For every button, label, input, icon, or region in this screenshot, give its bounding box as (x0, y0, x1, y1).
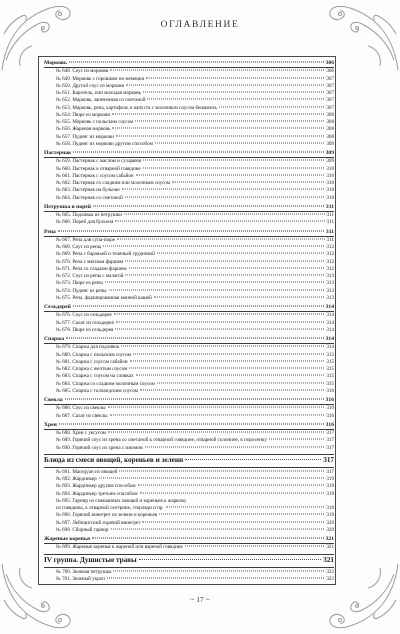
toc-entry-title: № 699. Жареные коренья к жареной или вареной говядине (56, 544, 183, 551)
toc-entry-page: 306 (326, 68, 334, 75)
toc-entry (44, 344, 334, 351)
dot-leader (73, 305, 324, 307)
toc-entry-page: 313 (326, 273, 334, 279)
toc-entry (44, 266, 334, 273)
toc-section (44, 229, 334, 303)
dot-leader (122, 188, 325, 190)
toc-entry (44, 126, 334, 133)
toc-entry-title: № 677. Салат из сельдерея (56, 319, 114, 326)
toc-entry-page: 319 (326, 483, 334, 490)
toc-section (44, 60, 334, 148)
toc-entry-title: № 666. Порей для бульона (56, 219, 114, 226)
toc-entry (44, 491, 334, 498)
dot-leader (125, 195, 325, 197)
toc-entry (44, 576, 334, 583)
dot-leader (157, 381, 325, 383)
toc-entry-page: 314 (326, 319, 334, 326)
toc-entry (44, 273, 334, 280)
toc-entry-title: № 673. Пюре из репы (56, 280, 103, 287)
toc-entry (44, 520, 334, 527)
section-heading (44, 229, 334, 237)
toc-section (44, 422, 334, 452)
toc-entry-title: № 670. Репа с мясным фаршем (56, 258, 124, 265)
toc-entry-title: № 688. Хрен с уксусом (56, 430, 106, 436)
section-heading-page: 314 (325, 304, 334, 310)
dot-leader (140, 491, 325, 493)
toc-entry-page: 320 (326, 526, 334, 533)
dot-leader (69, 61, 324, 63)
toc-entry (44, 327, 334, 334)
section-heading-page: 309 (325, 150, 334, 156)
dot-leader (143, 159, 324, 161)
section-heading-title: Петрушка и порей (44, 203, 91, 210)
toc-entry-page: 312 (326, 258, 334, 265)
dot-leader (65, 398, 324, 400)
toc-entry-page: 307 (326, 75, 334, 82)
toc-entry-title: № 678. Пюре из сельдерея (56, 326, 114, 333)
dot-leader (133, 352, 324, 354)
toc-entry (44, 381, 334, 388)
toc-entry-title: № 672. Соус из репы с малагой (56, 273, 124, 279)
toc-entry (44, 90, 334, 97)
toc-entry-title: № 651. Каротель, или молодая морковь (56, 90, 142, 96)
toc-entry-page: 319 (326, 490, 334, 497)
toc-entry-page: 311 (326, 212, 334, 218)
toc-entry-title: № 669. Репа с бараньей и телячьей грудинкой (56, 251, 155, 258)
toc-entry-page: 307 (326, 90, 334, 96)
toc-entry (44, 498, 334, 505)
toc-entry-page: 317 (326, 444, 334, 451)
dot-leader (115, 220, 324, 222)
toc-entry-title: № 686. Соус из свеклы (56, 405, 106, 412)
toc-entry-title: № 684. Спаржа со сладким молочным соусом (56, 380, 155, 387)
toc-section (44, 204, 334, 227)
dot-leader (59, 422, 324, 424)
toc-entry-title: № 654. Пюре из моркови (56, 111, 111, 118)
toc-entry-title: № 676. Соус из сельдерея (56, 312, 112, 319)
section-heading (44, 536, 334, 544)
toc-section (44, 304, 334, 334)
chapter-heading-page: 321 (323, 556, 334, 565)
dot-leader (129, 367, 324, 369)
toc-entry (44, 405, 334, 412)
toc-entry-page: 310 (326, 180, 334, 186)
toc-entry (44, 212, 334, 219)
toc-entry (44, 112, 334, 119)
toc-entry-page: 317 (326, 430, 334, 436)
toc-section (44, 150, 334, 202)
page-number: ~ 17 ~ (190, 595, 210, 604)
dot-leader (93, 204, 324, 206)
section-heading-title: Репа (44, 228, 56, 235)
toc-entry-title: № 652. Морковь, запеченная со сметаной (56, 97, 146, 104)
toc-entry-page: 315 (326, 366, 334, 372)
dot-leader (112, 127, 324, 129)
toc-entry-title: № 661. Пастернак с соусом сабайон (56, 172, 134, 179)
section-heading-title: Пастернак (44, 150, 72, 156)
toc-entry-title: № 681. Спаржа с соусом сабайон (56, 358, 128, 365)
toc-entry-page: 308 (326, 111, 334, 118)
dot-leader (136, 173, 325, 175)
dot-leader (114, 313, 325, 315)
toc-entry-page: 316 (326, 387, 334, 394)
dot-leader (109, 288, 325, 290)
dot-leader (155, 141, 325, 143)
toc-entry-title: № 698. Сборный гарнир (56, 526, 109, 533)
toc-entry-title: № 692. Жардиньер (56, 476, 97, 483)
toc-entry (44, 445, 334, 452)
dot-leader (147, 98, 324, 100)
dot-leader (140, 388, 324, 390)
dot-leader (185, 545, 325, 547)
toc-entry (44, 469, 334, 476)
toc-entry-title: № 668. Соус из репы (56, 244, 102, 250)
toc-entry-page: 315 (326, 351, 334, 358)
section-heading (44, 204, 334, 212)
dot-leader (146, 76, 324, 78)
toc-entry-page: 315 (326, 358, 334, 365)
toc-entry (44, 76, 334, 83)
section-heading-page: 316 (325, 421, 334, 428)
section-heading-title: Морковь (44, 60, 67, 66)
dot-leader (66, 337, 324, 339)
toc-entry (44, 83, 334, 90)
toc-entry (44, 280, 334, 287)
dot-leader (108, 406, 325, 408)
dot-leader (166, 506, 325, 508)
toc-entry-page: 312 (326, 251, 334, 258)
toc-entry-title: № 685. Спаржа с голландским соусом (56, 387, 138, 394)
dot-leader (124, 213, 325, 215)
toc-entry (44, 388, 334, 395)
toc-entry (44, 180, 334, 187)
toc-entry (44, 476, 334, 483)
toc-section (44, 554, 334, 584)
toc-entry (44, 237, 334, 244)
dot-leader (269, 438, 324, 440)
toc-entry-page: 317 (326, 437, 334, 444)
toc-entry-title: № 648. Соус из моркови (56, 68, 109, 75)
toc-entry-title: № 658. Пудинг из моркови другим способом (56, 140, 153, 147)
toc-entry-title: № 674. Пудинг из репы (56, 287, 107, 294)
toc-entry (44, 187, 334, 194)
toc-entry-page: 317 (326, 468, 334, 475)
dot-leader (107, 577, 324, 579)
toc-entry (44, 352, 334, 359)
dot-leader (159, 513, 324, 515)
toc-entry-page: 313 (326, 294, 334, 301)
toc-entry (44, 366, 334, 373)
toc-entry-page: 308 (326, 119, 334, 125)
section-divider (44, 567, 334, 568)
toc-entry (44, 288, 334, 295)
toc-entry-page: 315 (326, 380, 334, 387)
section-heading (44, 336, 334, 344)
toc-entry-page: 310 (326, 194, 334, 201)
dot-leader (110, 413, 325, 415)
toc-entry (44, 97, 334, 104)
toc-entry-page: 314 (326, 312, 334, 319)
section-heading-title: Жареные коренья (44, 536, 91, 543)
table-of-contents (44, 58, 334, 583)
toc-entry-title: № 683. Спаржа с соусом на сливках (56, 373, 134, 380)
dot-leader (73, 151, 323, 153)
chapter-heading-title: Блюда из смеси овощей, кореньев и зелени (44, 456, 184, 465)
toc-entry-title: № 657. Пудинг из моркови (56, 133, 114, 140)
toc-entry (44, 195, 334, 202)
toc-entry-title: № 675. Репа, фаршированная манной кашей (56, 294, 152, 301)
dot-leader (111, 527, 325, 529)
section-divider (44, 467, 334, 468)
toc-entry (44, 295, 334, 302)
toc-entry-title: № 650. Другой соус из моркови (56, 82, 125, 89)
toc-entry-title: № 694. Жардиньер третьим способом (56, 490, 138, 497)
dot-leader (121, 345, 324, 347)
dot-leader (113, 569, 324, 571)
dot-leader (154, 295, 325, 297)
toc-entry-title: № 649. Морковь с горошком по-немецки (56, 75, 145, 82)
toc-entry-title: № 665. Подливка из петрушки (56, 212, 123, 218)
section-heading (44, 60, 334, 68)
dot-leader (125, 274, 324, 276)
toc-entry-page: 308 (326, 126, 334, 133)
toc-entry (44, 141, 334, 148)
toc-entry-title: № 655. Морковь с польским соусом (56, 119, 134, 125)
toc-entry (44, 413, 334, 420)
toc-entry (44, 430, 334, 437)
dot-leader (138, 484, 325, 486)
toc-entry (44, 312, 334, 319)
toc-entry-title: № 700. Зеленая петрушка (56, 568, 112, 575)
toc-entry (44, 105, 334, 112)
toc-entry-page: 309 (326, 140, 334, 147)
section-divider (44, 454, 334, 455)
toc-entry-title: № 663. Пастернак на бульоне (56, 187, 120, 194)
section-heading-page: 306 (325, 60, 334, 66)
toc-entry-title: № 680. Спаржа с польским соусом (56, 351, 131, 358)
toc-section (44, 536, 334, 552)
dot-leader (142, 520, 324, 522)
toc-entry-page: 316 (326, 412, 334, 419)
dot-leader (185, 458, 321, 460)
toc-entry (44, 512, 334, 519)
toc-entry-page: 320 (326, 519, 334, 526)
section-heading-page: 311 (325, 228, 334, 235)
dot-leader (172, 181, 324, 183)
toc-entry-page: 319 (326, 512, 334, 519)
dot-leader (103, 245, 324, 247)
toc-entry-page: 312 (326, 265, 334, 272)
dot-leader (136, 374, 325, 376)
dot-leader (115, 327, 324, 329)
toc-entry (44, 166, 334, 173)
section-heading-title: Сельдерей (44, 304, 71, 310)
section-heading-page: 321 (325, 536, 334, 543)
dot-leader (157, 252, 324, 254)
toc-entry-title: № 656. Жареная морковь (56, 126, 111, 133)
toc-entry (44, 527, 334, 534)
toc-entry-page: 312 (326, 244, 334, 250)
toc-entry-page: 311 (326, 219, 334, 226)
toc-entry-page: 310 (326, 187, 334, 194)
toc-entry-title: № 653. Морковь, репа, картофель и капуста с молочным соусом бешамель (56, 104, 217, 111)
corner-ornament-icon (328, 0, 400, 72)
toc-entry (44, 569, 334, 576)
section-heading-title: Свекла (44, 397, 63, 403)
toc-entry-page: 307 (326, 97, 334, 104)
section-heading-page: 311 (325, 203, 334, 210)
toc-entry-title: № 659. Пастернак с маслом и сухарями (56, 158, 142, 165)
toc-entry-title: № 695. Гарнир из смешанных овощей и кореньев к жаркому (56, 497, 187, 504)
toc-entry-page: 319 (326, 476, 334, 483)
toc-entry (44, 219, 334, 226)
toc-entry-title: № 697. Лейпцигский горячий винегрет (56, 519, 141, 526)
toc-entry-page: 315 (326, 373, 334, 380)
dot-leader (126, 83, 324, 85)
toc-entry (44, 119, 334, 126)
section-divider (44, 554, 334, 555)
toc-entry (44, 359, 334, 366)
dot-leader (117, 237, 324, 239)
toc-entry-title: № 696. Горячий винегрет из зелени и кореньев (56, 512, 158, 519)
dot-leader (130, 359, 325, 361)
toc-entry-page: 313 (326, 287, 334, 294)
dot-leader (125, 259, 324, 261)
toc-entry-title: № 693. Жардиньер другим способом (56, 483, 136, 490)
dot-leader (108, 431, 324, 433)
toc-entry-title: № 701. Зеленый укроп (56, 576, 105, 583)
toc-section (44, 454, 334, 534)
toc-entry-page: 310 (326, 172, 334, 179)
toc-section (44, 397, 334, 420)
toc-entry-title: № 664. Пастернак со сметаной (56, 194, 123, 201)
toc-entry-title: № 691. Маседуан из овощей (56, 468, 118, 475)
toc-entry-title: № 667. Репа для супа-пюре (56, 236, 116, 243)
dot-leader (105, 281, 325, 283)
dot-leader (135, 120, 324, 122)
toc-entry-title: № 671. Репа со сладким фаршем (56, 265, 127, 272)
toc-entry (44, 158, 334, 165)
dot-leader (99, 477, 325, 479)
section-heading-page: 316 (325, 397, 334, 403)
section-heading-title: Спаржа (44, 336, 65, 342)
toc-entry-page: 322 (326, 576, 334, 583)
toc-entry-page: 319 (326, 505, 334, 512)
toc-entry (44, 244, 334, 251)
dot-leader (143, 166, 325, 168)
toc-entry (44, 373, 334, 380)
toc-entry-page: 307 (326, 82, 334, 89)
toc-entry-title: № 660. Пастернак к отварной говядине (56, 165, 141, 172)
section-heading-title: Хрен (44, 421, 57, 428)
toc-entry-page: 321 (326, 544, 334, 551)
dot-leader (219, 105, 325, 107)
toc-entry (44, 173, 334, 180)
toc-entry (44, 505, 334, 512)
dot-leader (110, 69, 324, 71)
dot-leader (58, 229, 324, 231)
toc-entry-title: № 682. Спаржа с желтым соусом (56, 366, 128, 372)
dot-leader (139, 558, 322, 560)
section-heading (44, 304, 334, 312)
section-heading-page: 314 (325, 336, 334, 342)
dot-leader (116, 320, 325, 322)
toc-entry (44, 251, 334, 258)
dot-leader (112, 112, 324, 114)
toc-entry-title: № 662. Пастернак со сладким или молочным соусом (56, 180, 170, 186)
toc-entry-page: 313 (326, 280, 334, 287)
dot-leader (145, 445, 325, 447)
dot-leader (116, 134, 325, 136)
toc-entry-page: 314 (326, 326, 334, 333)
section-heading (44, 150, 334, 158)
toc-entry-page: 310 (326, 165, 334, 172)
toc-entry-page: 308 (326, 133, 334, 140)
toc-entry-page: 316 (326, 405, 334, 412)
toc-entry-page: 309 (326, 158, 334, 165)
chapter-heading-page: 317 (323, 456, 334, 465)
page-title: ОГЛАВЛЕНИЕ (160, 20, 240, 30)
toc-entry (44, 483, 334, 490)
toc-entry (44, 544, 334, 551)
toc-entry-page: 314 (326, 344, 334, 351)
toc-entry (44, 437, 334, 444)
toc-entry-page: 322 (326, 568, 334, 575)
section-heading (44, 422, 334, 430)
toc-entry-page: 311 (326, 236, 334, 243)
chapter-heading-title: IV группа. Душистые травы (44, 556, 137, 565)
toc-entry (44, 259, 334, 266)
dot-leader (92, 537, 324, 539)
toc-entry-title: из говядины, к отварной осетрине, стерляди и пр. (56, 505, 164, 512)
toc-entry-page: 307 (326, 104, 334, 111)
toc-entry (44, 134, 334, 141)
chapter-heading (44, 555, 334, 565)
toc-entry-title: № 679. Спаржа для подливок (56, 344, 120, 351)
section-heading (44, 397, 334, 405)
dot-leader (129, 266, 325, 268)
toc-entry-title: № 687. Салат из свеклы (56, 412, 108, 419)
toc-entry-title: № 690. Горячий соус из хрена с изюмом (56, 444, 143, 451)
toc-entry-title: № 689. Горячий соус из хрена со сметаной к отварной говядине, отварной солонине, к поросенку (56, 437, 267, 444)
toc-entry (44, 68, 334, 75)
dot-leader (119, 469, 324, 471)
toc-entry (44, 320, 334, 327)
dot-leader (143, 91, 324, 93)
chapter-heading (44, 455, 334, 465)
toc-section (44, 336, 334, 395)
